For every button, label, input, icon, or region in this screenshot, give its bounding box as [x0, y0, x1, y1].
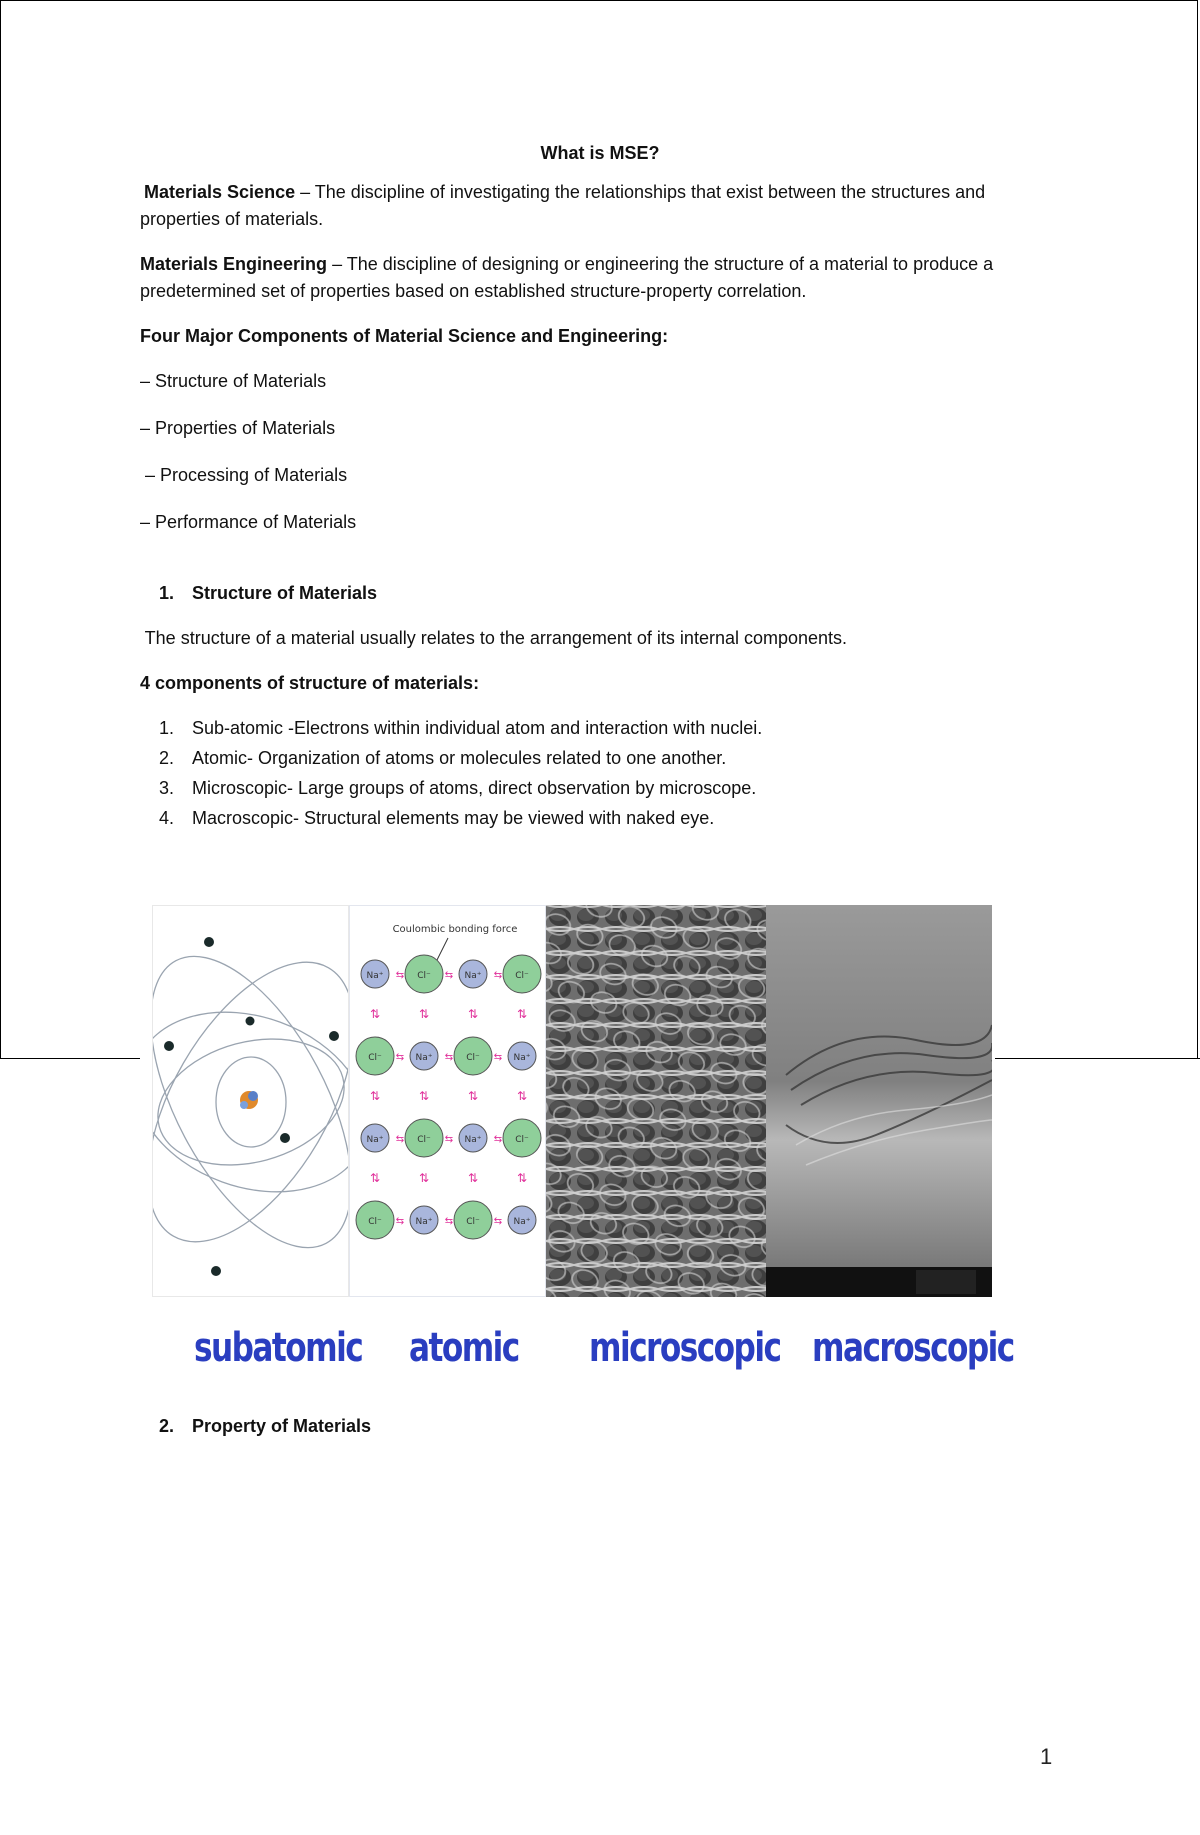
bond-arrow: ⇅	[467, 1089, 479, 1103]
bond-arrow: ⇆	[444, 1216, 454, 1227]
page-title: What is MSE?	[540, 143, 660, 163]
bonding-force-label: Coulombic bonding force	[392, 924, 518, 935]
ion-label: Cl⁻	[515, 971, 529, 981]
list-item: 4. Macroscopic- Structural elements may be viewed with naked eye.	[158, 808, 715, 828]
bond-arrow: ⇆	[444, 970, 454, 981]
label-microscopic: microscopic	[589, 1325, 781, 1371]
list-item: – Processing of Materials	[140, 465, 348, 485]
ion-label: Na⁺	[513, 1053, 531, 1063]
page-break-rule-right	[995, 1058, 1200, 1059]
bond-arrow: ⇅	[418, 1171, 430, 1185]
bond-arrow: ⇅	[516, 1171, 528, 1185]
bond-arrow: ⇆	[444, 1134, 454, 1145]
bond-arrow: ⇅	[369, 1171, 381, 1185]
ion-label: Cl⁻	[466, 1053, 480, 1063]
ion-label: Cl⁻	[417, 1135, 431, 1145]
list-item: – Properties of Materials	[140, 418, 336, 438]
ion-label: Cl⁻	[368, 1053, 382, 1063]
bond-arrow: ⇆	[395, 1216, 405, 1227]
ion-label: Cl⁻	[515, 1135, 529, 1145]
ion-label: Na⁺	[366, 971, 384, 981]
microstructure-texture	[546, 905, 766, 1297]
document-body	[140, 140, 1060, 835]
list-item: – Structure of Materials	[140, 371, 327, 391]
bond-arrow: ⇆	[493, 970, 503, 981]
subatomic-atom-image	[152, 905, 349, 1297]
list-item: – Performance of Materials	[140, 512, 357, 532]
bond-arrow: ⇅	[467, 1007, 479, 1021]
macrostructure-texture	[766, 905, 992, 1297]
section1-intro: The structure of a material usually relates to the arrangement of its internal components.	[140, 628, 848, 648]
bond-arrow: ⇅	[369, 1089, 381, 1103]
page-number: 1	[1040, 1744, 1053, 1769]
bond-arrow: ⇆	[444, 1052, 454, 1063]
atom-diagram	[153, 906, 349, 1297]
list-item: 1. Sub-atomic -Electrons within individual atom and interaction with nuclei.	[158, 718, 763, 738]
materials-science-paragraph	[140, 179, 1060, 233]
microscopic-sem-image	[546, 905, 766, 1297]
materials-engineering-paragraph	[140, 251, 1060, 305]
list-item: 2. Atomic- Organization of atoms or molecules related to one another.	[158, 748, 727, 768]
ion-label: Cl⁻	[466, 1217, 480, 1227]
bond-arrow: ⇅	[516, 1089, 528, 1103]
bond-arrow: ⇅	[516, 1007, 528, 1021]
ion-label: Na⁺	[513, 1217, 531, 1227]
section2-title: Property of Materials	[192, 1416, 372, 1436]
section2-heading	[152, 1413, 371, 1440]
ion-label: Cl⁻	[417, 971, 431, 981]
materials-engineering-term: Materials Engineering	[140, 254, 328, 274]
components-list	[140, 368, 1060, 536]
atomic-ionic-lattice-image	[349, 905, 546, 1297]
bond-arrow: ⇅	[467, 1171, 479, 1185]
section1-title: Structure of Materials	[192, 583, 378, 603]
ion-label: Na⁺	[415, 1217, 433, 1227]
structure-components-list	[140, 715, 1060, 832]
section1-heading	[140, 580, 1060, 607]
section2-number: 2.	[158, 1416, 174, 1436]
bond-arrow: ⇆	[395, 970, 405, 981]
ion-label: Na⁺	[464, 1135, 482, 1145]
page-break-rule-left	[0, 1058, 140, 1059]
list-item: 3. Microscopic- Large groups of atoms, direct observation by microscope.	[158, 778, 757, 798]
bond-arrow: ⇆	[395, 1052, 405, 1063]
ionic-lattice-diagram	[350, 906, 546, 1297]
label-subatomic: subatomic	[194, 1325, 363, 1371]
bond-arrow: ⇅	[369, 1007, 381, 1021]
macroscopic-image	[766, 905, 992, 1297]
structure-level-labels	[152, 1318, 1014, 1378]
ion-label: Na⁺	[415, 1053, 433, 1063]
section1-number: 1.	[158, 583, 174, 603]
structure-levels-figure	[152, 905, 992, 1297]
label-macroscopic: macroscopic	[812, 1325, 1014, 1371]
bond-arrow: ⇆	[493, 1052, 503, 1063]
bond-arrow: ⇆	[493, 1216, 503, 1227]
components-heading: Four Major Components of Material Science and Engineering:	[140, 326, 669, 346]
label-atomic: atomic	[409, 1325, 519, 1371]
ion-label: Na⁺	[366, 1135, 384, 1145]
bond-arrow: ⇆	[493, 1134, 503, 1145]
bond-arrow: ⇆	[395, 1134, 405, 1145]
ion-label: Na⁺	[464, 971, 482, 981]
materials-engineering-definition: – The discipline of designing or engineering the structure of a material to produce a predetermined set of properties based on established structure-property correlation.	[140, 254, 994, 301]
structure-list-heading: 4 components of structure of materials:	[140, 673, 480, 693]
ion-label: Cl⁻	[368, 1217, 382, 1227]
materials-science-definition: – The discipline of investigating the relationships that exist between the structures and properties of materials.	[140, 182, 986, 229]
bond-arrow: ⇅	[418, 1089, 430, 1103]
bond-arrow: ⇅	[418, 1007, 430, 1021]
materials-science-term: Materials Science	[144, 182, 296, 202]
